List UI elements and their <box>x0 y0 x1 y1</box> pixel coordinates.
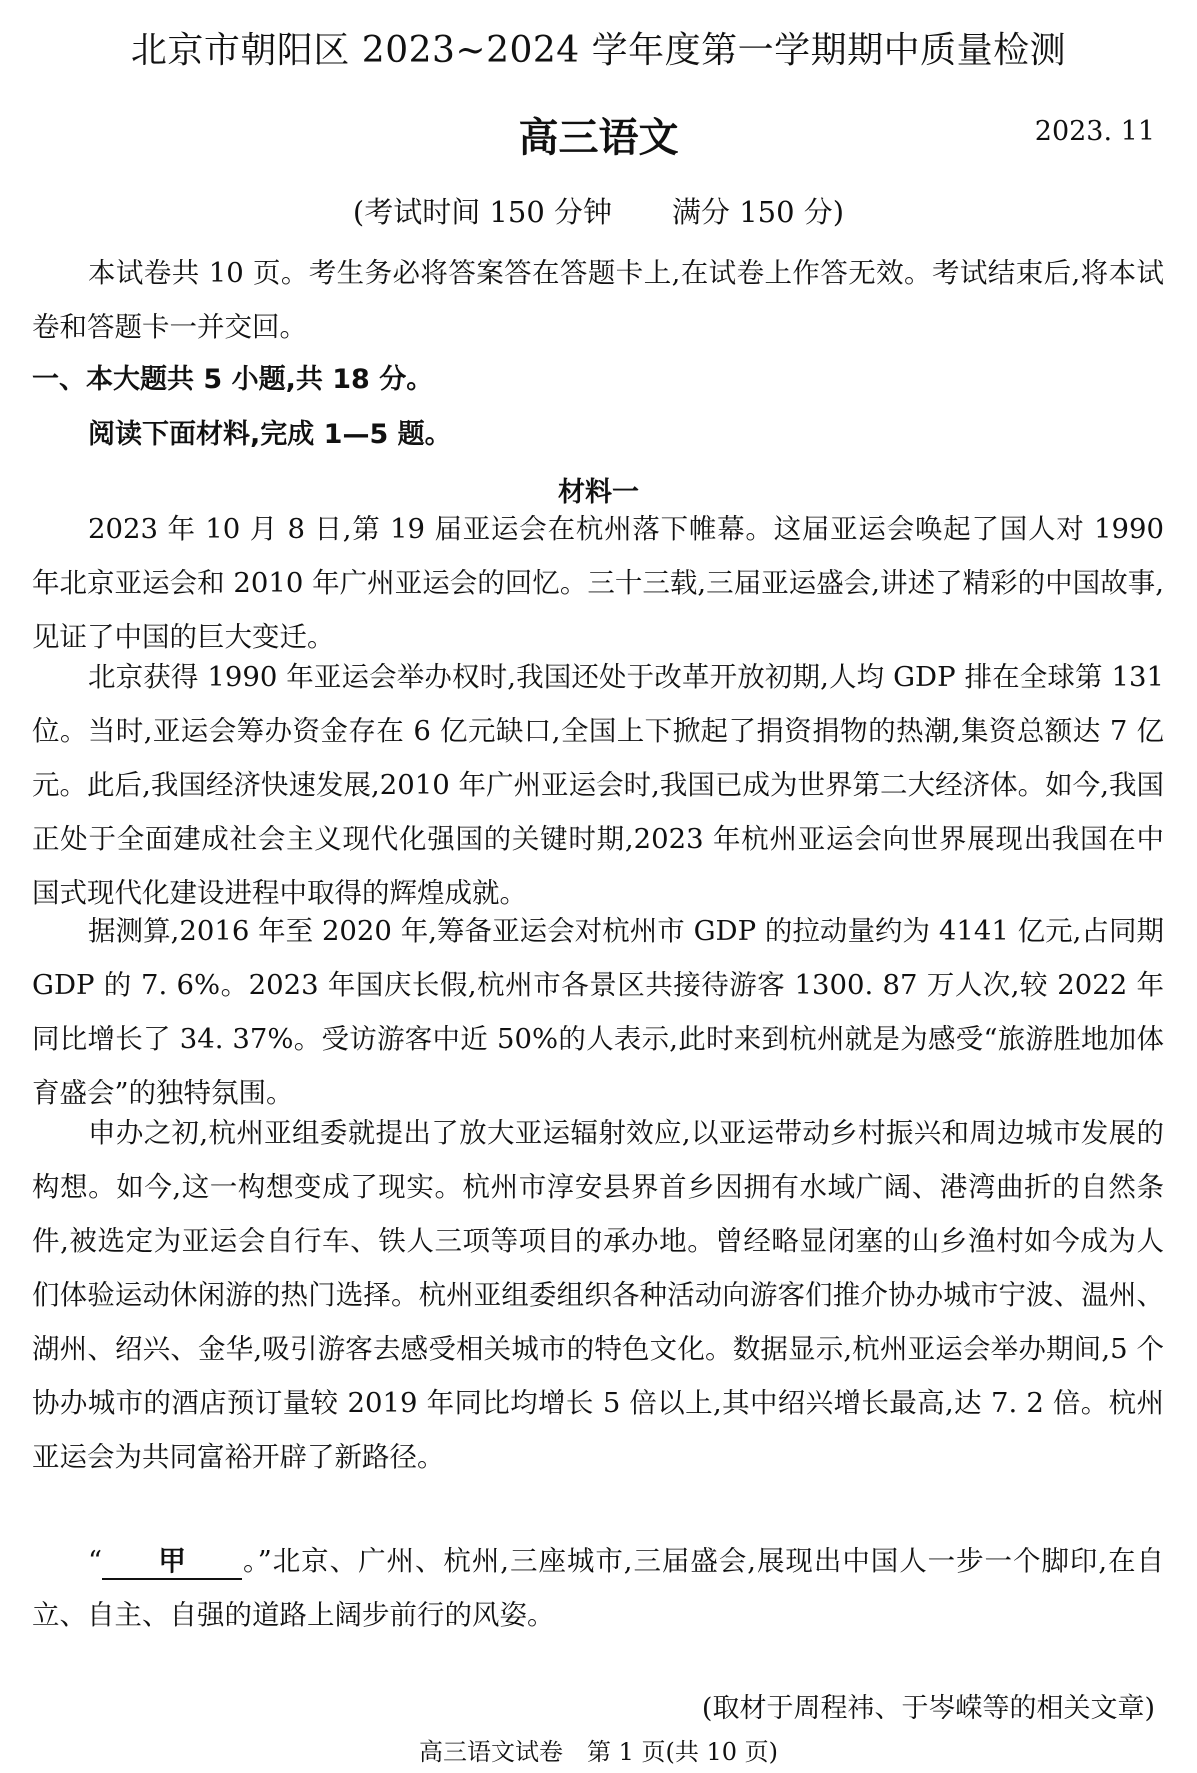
exam-full-score: 满分 150 分) <box>672 195 845 229</box>
subject-heading: 高三语文 <box>518 115 679 161</box>
section-heading: 一、本大题共 5 小题,共 18 分。 <box>32 364 434 395</box>
source-citation: (取材于周程祎、于岑嵘等的相关文章) <box>701 1693 1155 1724</box>
open-quote: “ <box>88 1545 103 1577</box>
material-title: 材料一 <box>558 477 639 508</box>
paragraph-5-text: 。”北京、广州、杭州,三座城市,三届盛会,展现出中国人一步一个脚印,在自立、自主、自强的道路上阔步前行的风姿。 <box>32 1545 1164 1631</box>
exam-title: 北京市朝阳区 2023~2024 学年度第一学期期中质量检测 <box>130 30 1067 71</box>
paragraph-5 <box>32 1534 1164 1642</box>
reading-instruction: 阅读下面材料,完成 1—5 题。 <box>88 419 452 450</box>
exam-instructions: 本试卷共 10 页。考生务必将答案答在答题卡上,在试卷上作答无效。考试结束后,将本试卷和答题卡一并交回。 <box>32 257 1164 343</box>
paragraph-4: 申办之初,杭州亚组委就提出了放大亚运辐射效应,以亚运带动乡村振兴和周边城市发展的构想。如今,这一构想变成了现实。杭州市淳安县界首乡因拥有水域广阔、港湾曲折的自然条件,被选定为亚运会自行车、铁人三项等项目的承办地。曾经略显闭塞的山乡渔村如今成为人们体验运动休闲游的热门选择。杭州亚组委组织各种活动向游客们推介协办城市宁波、温州、湖州、绍兴、金华,吸引游客去感受相关城市的特色文化。数据显示,杭州亚运会举办期间,5 个协办城市的酒店预订量较 2019 年同比均增长 5 倍以上,其中绍兴增长最高,达 7. 2 倍。杭州亚运会为共同富裕开辟了新路径。 <box>32 1117 1164 1473</box>
exam-date: 2023. 11 <box>1034 116 1155 147</box>
blank-jia: 甲 <box>102 1544 242 1580</box>
exam-duration: (考试时间 150 分钟 <box>352 195 612 229</box>
page-footer: 高三语文试卷 第 1 页(共 10 页) <box>418 1738 779 1766</box>
exam-info <box>0 190 1197 231</box>
paragraph-2: 北京获得 1990 年亚运会举办权时,我国还处于改革开放初期,人均 GDP 排在全球第 131 位。当时,亚运会筹办资金存在 6 亿元缺口,全国上下掀起了捐资捐物的热潮,集资总额达 7 亿元。此后,我国经济快速发展,2010 年广州亚运会时,我国已成为世界第二大经济体。如今,我国正处于全面建成社会主义现代化强国的关键时期,2023 年杭州亚运会向世界展现出我国在中国式现代化建设进程中取得的辉煌成就。 <box>32 661 1164 909</box>
paragraph-1: 2023 年 10 月 8 日,第 19 届亚运会在杭州落下帷幕。这届亚运会唤起了国人对 1990 年北京亚运会和 2010 年广州亚运会的回忆。三十三载,三届亚运盛会,讲述了精彩的中国故事,见证了中国的巨大变迁。 <box>32 513 1164 653</box>
paragraph-3: 据测算,2016 年至 2020 年,筹备亚运会对杭州市 GDP 的拉动量约为 4141 亿元,占同期 GDP 的 7. 6%。2023 年国庆长假,杭州市各景区共接待游客 1300. 87 万人次,较 2022 年同比增长了 34. 37%。受访游客中近 50%的人表示,此时来到杭州就是为感受“旅游胜地加体育盛会”的独特氛围。 <box>32 915 1164 1109</box>
